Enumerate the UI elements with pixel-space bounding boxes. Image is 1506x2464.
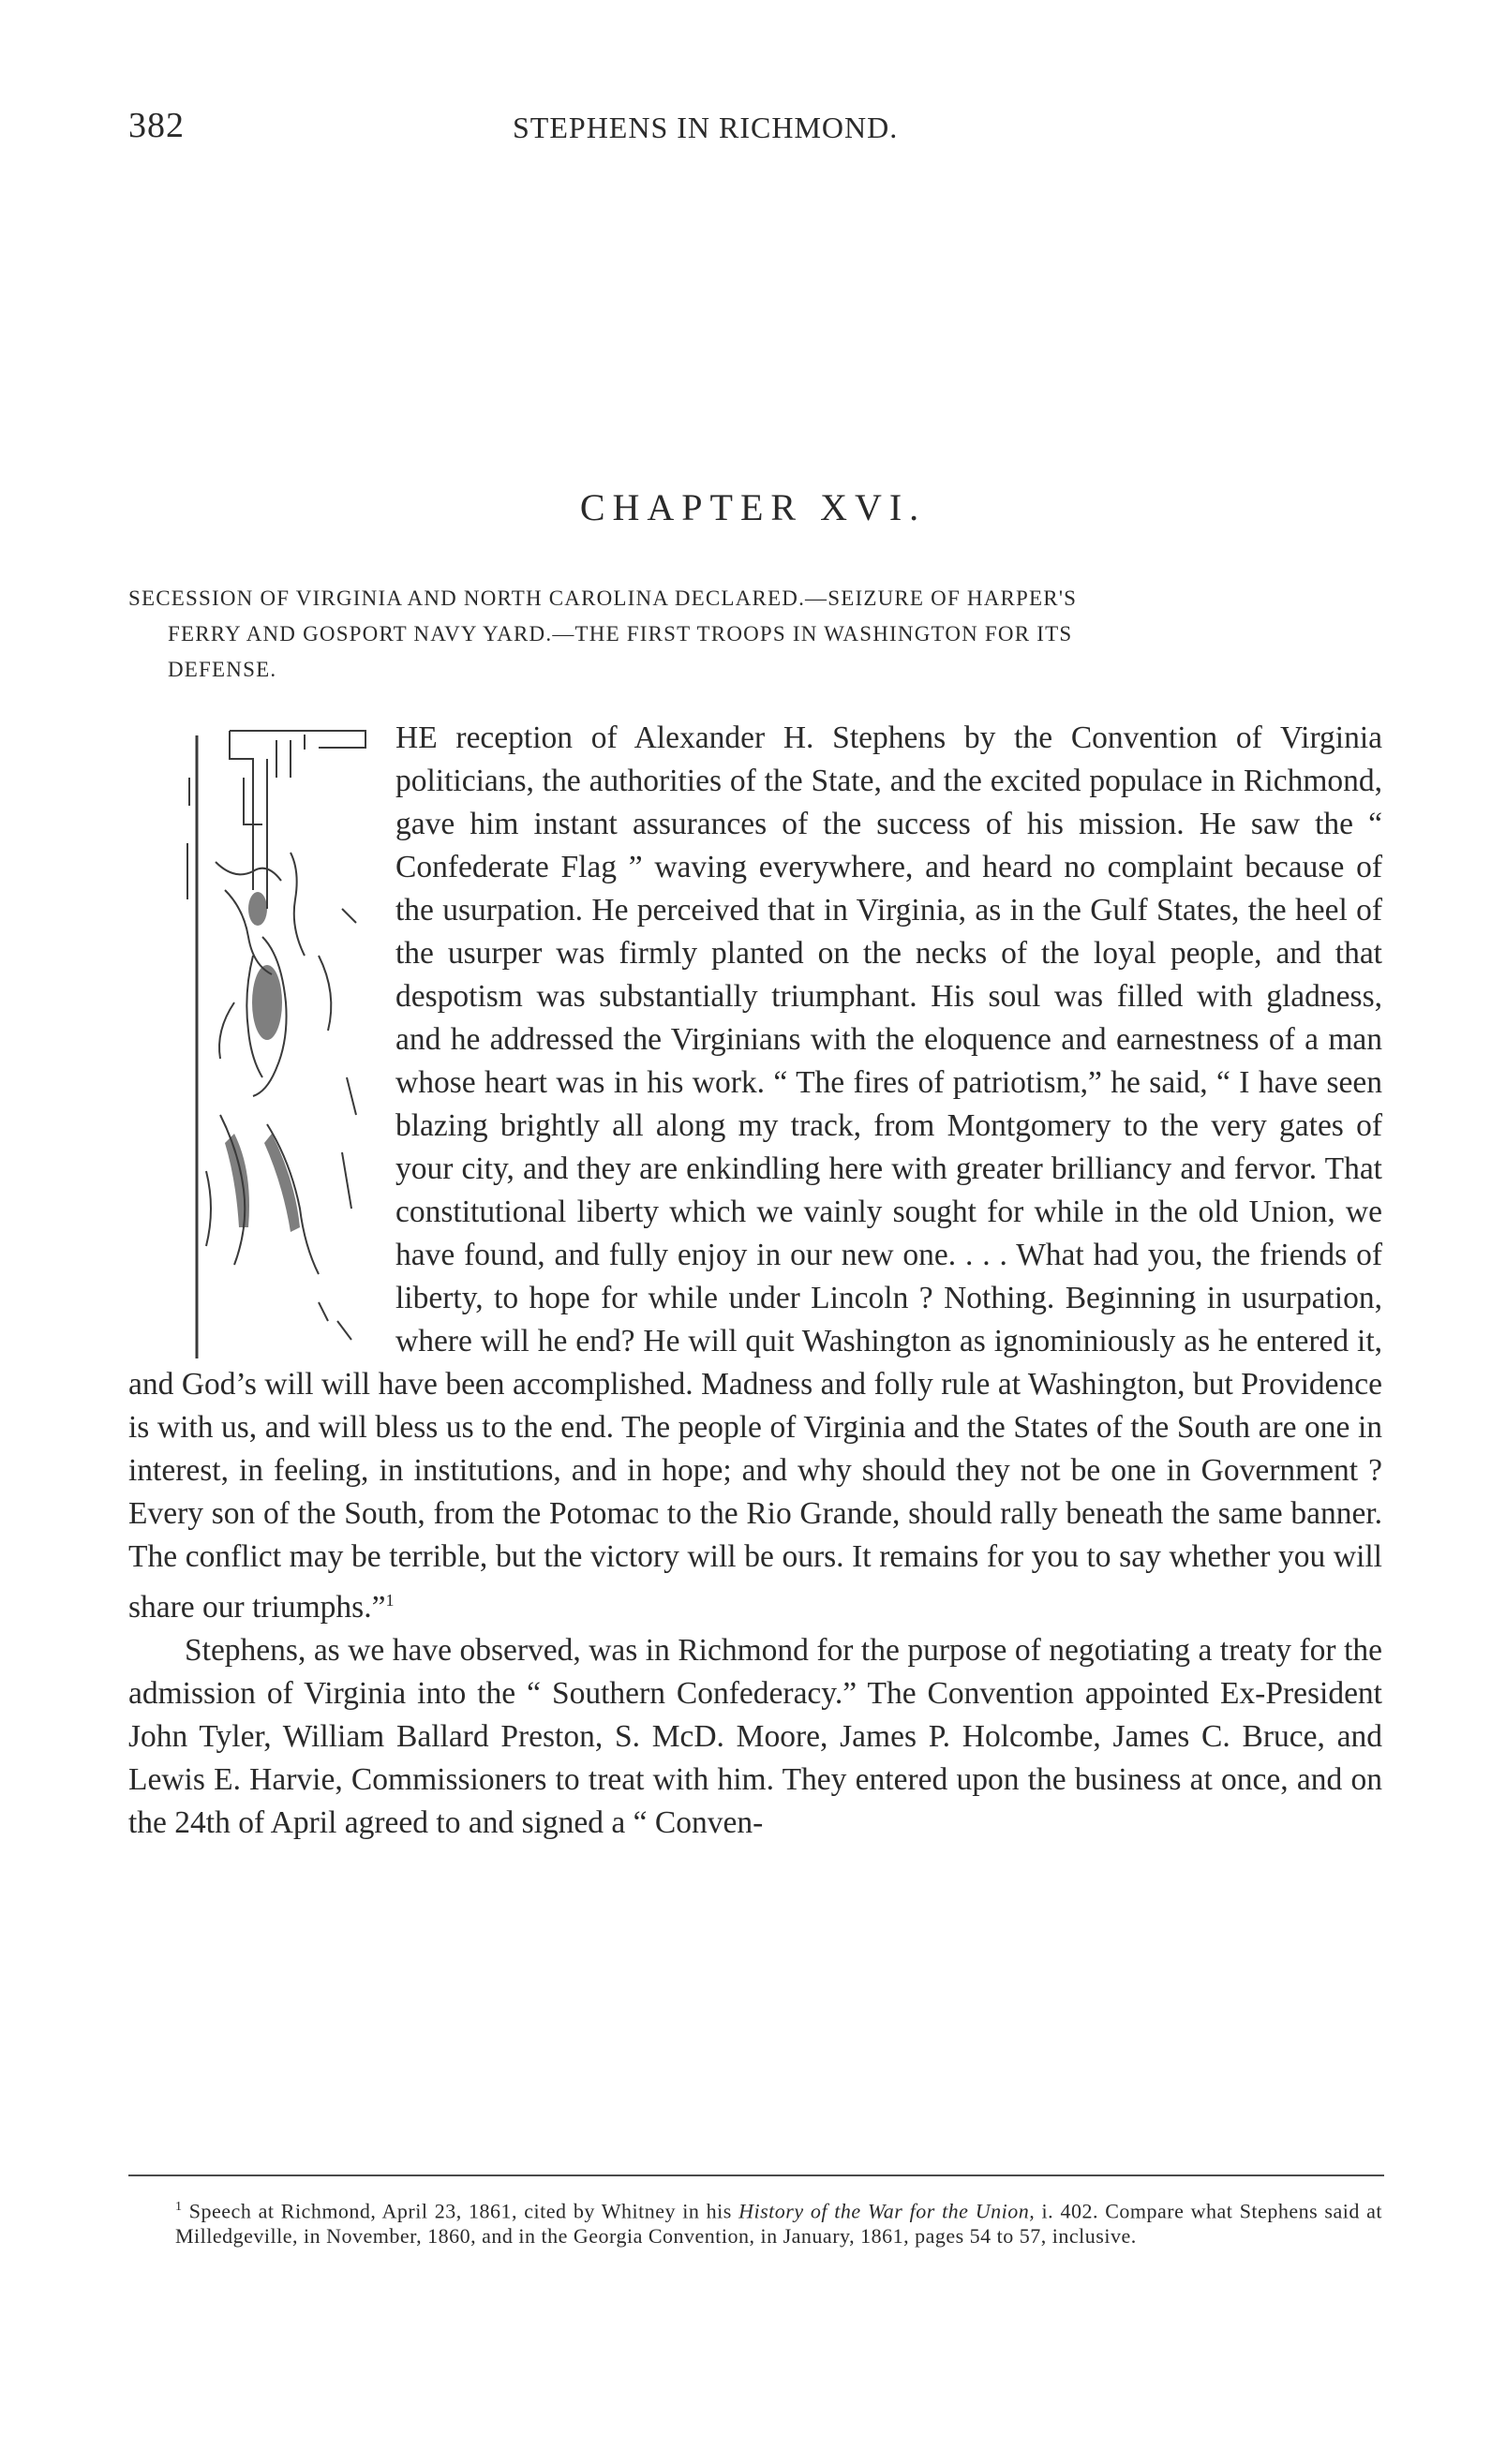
synopsis-line-1: SECESSION OF VIRGINIA AND NORTH CAROLINA DECLARED.—SEIZURE OF HARPER'S [128,586,1078,610]
synopsis-line-3: DEFENSE. [168,658,277,681]
running-title: STEPHENS IN RICHMOND. [513,111,899,144]
paragraph-2: Stephens, as we have observed, was in Richmond for the purpose of negotiating a treaty for the admission of Virginia into the “ Southern Confederacy.” The Convention appointed Ex-President John Tyler, William Ballard Preston, S. McD. Moore, James P. Holcombe, James C. Bruce, and Lewis E. Harvie, Commissioners to treat with him. They entered upon the business at once, and on the 24th of April agreed to and signed a “ Conven- [128,1633,1382,1841]
footnote [128,2194,1382,2249]
paragraph-1-text: HE reception of Alexander H. Stephens by the Convention of Virginia politicians, the authorities of the State, and the excited populace in Richmond, gave him instant assurances of the success of his mission. He saw the “ Confederate Flag ” waving everywhere, and heard no complaint because of the usurpation. He perceived that in Virginia, as in the Gulf States, the heel of the usurper was firmly planted on the necks of the loyal people, and that despotism was substantially triumphant. His soul was filled with gladness, and he addressed the Virginians with the eloquence and earnestness of a man whose heart was in his work. “ The fires of patriotism,” he said, “ I have seen blazing brightly all along my track, from Montgomery to the very gates of your city, and they are enkindling here with greater brilliancy and fervor. That constitutional liberty which we vainly sought for while in the old Union, we have found, and fully enjoy in our new one. . . . What had you, the friends of liberty, to hope for while under Lincoln ? Nothing. Beginning in usurpation, where will he end? He will quit Washington as ignominiously as he entered it, and God’s will will have been accomplished. Madness and folly rule at Washington, but Providence is with us, and will bless us to the end. The people of Virginia and the States of the South are one in interest, in feeling, in institutions, and in hope; and why should they not be one in Government ? Every son of the South, from the Potomac to the Rio Grande, should rally beneath the same banner. The conflict may be terrible, but the victory will be ours. It remains for you to say whether you will share our triumphs.” [128,720,1382,1625]
footnote-divider [128,2175,1384,2176]
running-head [128,105,1384,161]
footnote-italic-title: History of the War for the Union, [738,2199,1036,2223]
footnote-text-before: Speech at Richmond, April 23, 1861, cited by Whitney in his [188,2199,732,2223]
footnote-reference: 1 [385,1591,395,1610]
footnote-marker: 1 [175,2200,183,2214]
synopsis-line-2: FERRY AND GOSPORT NAVY YARD.—THE FIRST TROOPS IN WASHINGTON FOR ITS [168,622,1073,646]
chapter-title: CHAPTER XVI. [579,486,927,528]
footnote-body [128,2194,1382,2249]
page-number: 382 [128,106,185,145]
footnote-text-after: i. 402. Compare what Stephens said at Milledgeville, in November, 1860, and in the Georgia Convention, in January, 1861, pages 54 to 57, inclusive. [175,2199,1383,2249]
initial-float-space [128,717,395,1363]
body-text [128,717,1382,1845]
chapter-synopsis [128,581,1382,688]
